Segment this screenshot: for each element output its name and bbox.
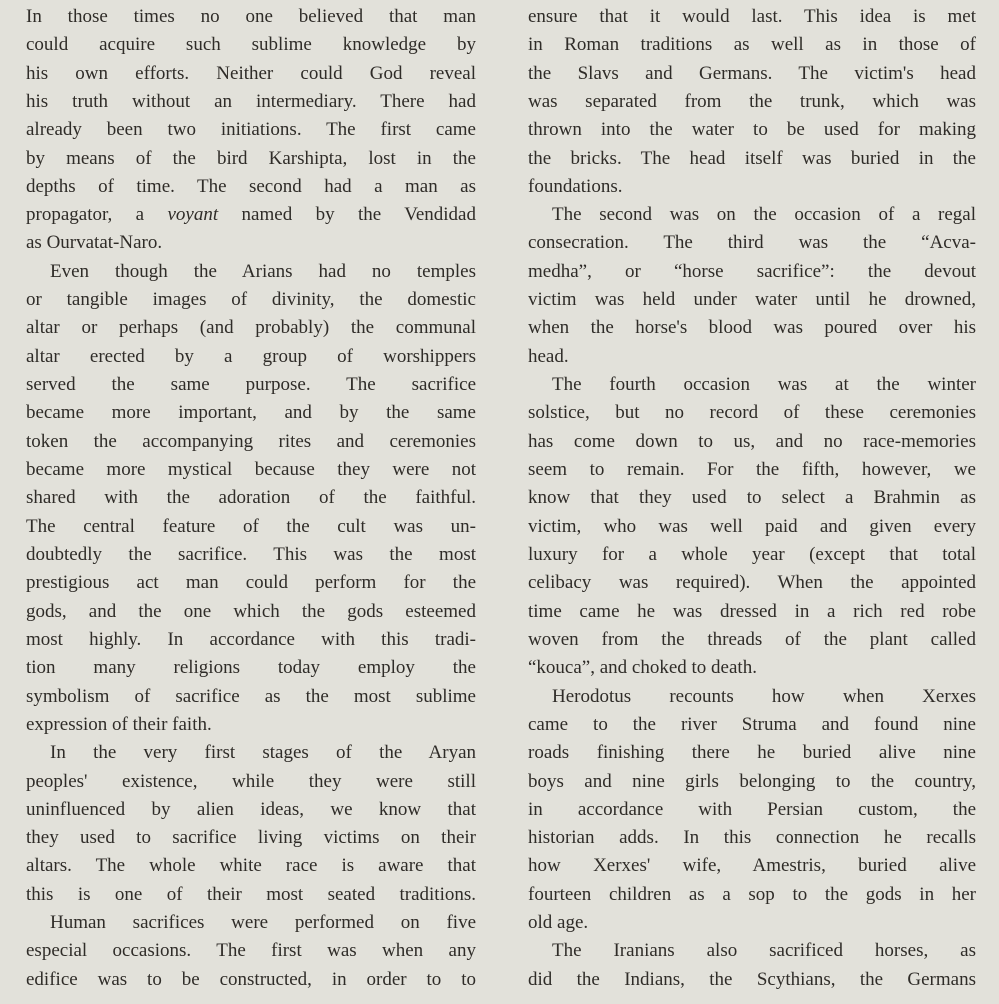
text-line: consecration. The third was the “Acva- [528,232,976,253]
text-line: this is one of their most seated traditions. [26,884,476,905]
text-line: most highly. In accordance with this tradi- [26,629,476,650]
text-line: roads finishing there he buried alive nine [528,742,976,763]
text-line: the Slavs and Germans. The victim's head [528,63,976,84]
text-line: how Xerxes' wife, Amestris, buried alive [528,855,976,876]
text-line: peoples' existence, while they were still [26,771,476,792]
text-line: became more mystical because they were not [26,459,476,480]
text-segment: named by the Vendidad [218,204,476,225]
text-line: could acquire such sublime knowledge by [26,34,476,55]
text-line: served the same purpose. The sacrifice [26,374,476,395]
text-line: by means of the bird Karshipta, lost in the [26,148,476,169]
text-line: doubtedly the sacrifice. This was the most [26,544,476,565]
text-line: edifice was to be constructed, in order to to [26,969,476,990]
text-line: depths of time. The second had a man as [26,176,476,197]
text-line: the bricks. The head itself was buried in the [528,148,976,169]
text-line: time came he was dressed in a rich red robe [528,601,976,622]
text-line: uninfluenced by alien ideas, we know that [26,799,476,820]
text-line: in accordance with Persian custom, the [528,799,976,820]
text-line: medha”, or “horse sacrifice”: the devout [528,261,976,282]
text-line: his own efforts. Neither could God reveal [26,63,476,84]
paragraph-first-line: Human sacrifices were performed on five [50,912,476,933]
text-line: altar or perhaps (and probably) the communal [26,317,476,338]
text-line: ensure that it would last. This idea is met [528,6,976,27]
text-line: in Roman traditions as well as in those of [528,34,976,55]
text-line: thrown into the water to be used for making [528,119,976,140]
text-line: shared with the adoration of the faithful. [26,487,476,508]
text-line: was separated from the trunk, which was [528,91,976,112]
text-line: altar erected by a group of worshippers [26,346,476,367]
paragraph-end-line: head. [528,346,569,367]
text-line: victim, who was well paid and given every [528,516,976,537]
paragraph-end-line: expression of their faith. [26,714,212,735]
paragraph-end-line: “kouca”, and choked to death. [528,657,757,678]
text-line: fourteen children as a sop to the gods in her [528,884,976,905]
text-line: already been two initiations. The first came [26,119,476,140]
text-line: came to the river Struma and found nine [528,714,976,735]
text-line: his truth without an intermediary. There had [26,91,476,112]
italic-term: voyant [167,204,219,225]
text-segment: propagator, a [26,204,168,225]
text-line: solstice, but no record of these ceremonies [528,402,976,423]
text-line: gods, and the one which the gods esteemed [26,601,476,622]
text-line: know that they used to select a Brahmin as [528,487,976,508]
paragraph-end-line: old age. [528,912,589,933]
paragraph-first-line: Herodotus recounts how when Xerxes [552,686,976,707]
text-line: they used to sacrifice living victims on their [26,827,476,848]
paragraph-first-line: In the very first stages of the Aryan [50,742,476,763]
text-line: historian adds. In this connection he recalls [528,827,976,848]
text-line: when the horse's blood was poured over his [528,317,976,338]
text-line: boys and nine girls belonging to the country, [528,771,976,792]
text-line: did the Indians, the Scythians, the Germans [528,969,976,990]
text-line: symbolism of sacrifice as the most sublime [26,686,476,707]
text-line: victim was held under water until he drowned, [528,289,976,310]
text-line: In those times no one believed that man [26,6,476,27]
text-line: woven from the threads of the plant called [528,629,976,650]
text-line: has come down to us, and no race-memories [528,431,976,452]
paragraph-first-line: The Iranians also sacrificed horses, as [552,940,976,961]
text-line: The central feature of the cult was un- [26,516,476,537]
paragraph-first-line: The fourth occasion was at the winter [552,374,976,395]
text-line: altars. The whole white race is aware that [26,855,476,876]
paragraph-first-line: The second was on the occasion of a regal [552,204,976,225]
text-line: tion many religions today employ the [26,657,476,678]
text-line: luxury for a whole year (except that total [528,544,976,565]
text-line: became more important, and by the same [26,402,476,423]
text-line: or tangible images of divinity, the domestic [26,289,476,310]
paragraph-first-line: Even though the Arians had no temples [50,261,476,282]
paragraph-end-line: as Ourvatat-Naro. [26,232,163,253]
text-line: token the accompanying rites and ceremonies [26,431,476,452]
text-line: seem to remain. For the fifth, however, we [528,459,976,480]
paragraph-end-line: foundations. [528,176,623,197]
text-line: celibacy was required). When the appointed [528,572,976,593]
text-line: prestigious act man could perform for the [26,572,476,593]
text-line: especial occasions. The first was when any [26,940,476,961]
text-line [26,201,476,229]
